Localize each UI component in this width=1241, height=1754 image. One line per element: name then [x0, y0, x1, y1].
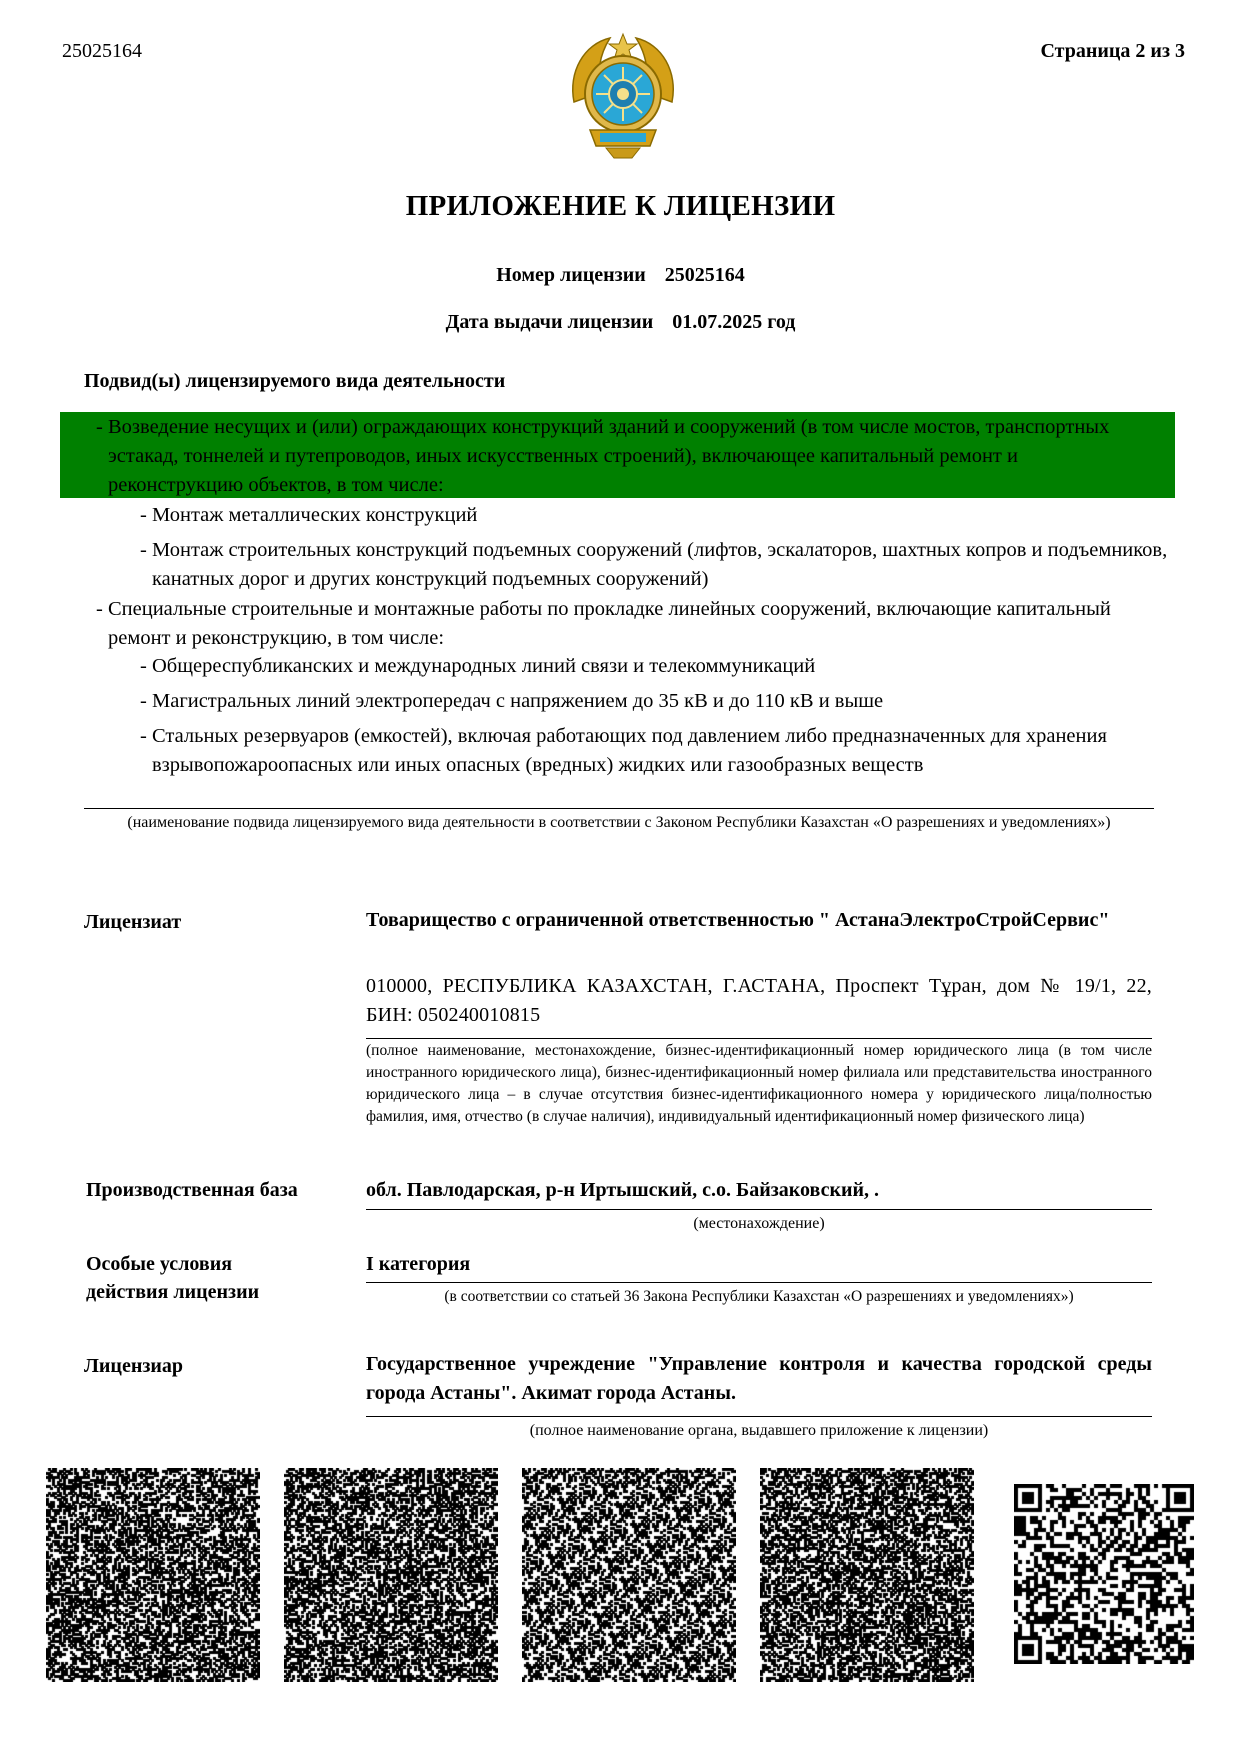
special-conditions-label-2: действия лицензии — [86, 1281, 260, 1303]
licensor-rule — [366, 1416, 1152, 1417]
licensee-name: Товарищество с ограниченной ответственностью " АстанаЭлектроСтройСервис" — [366, 909, 1110, 931]
production-base-rule — [366, 1209, 1152, 1210]
license-number-line — [0, 264, 1241, 287]
subtype-item: - Магистральных линий электропередач с напряжением до 35 кВ и до 110 кВ и выше — [140, 690, 884, 712]
qr-code-3 — [522, 1468, 736, 1682]
license-date-value: 01.07.2025 год — [672, 311, 796, 333]
subtype-item: - Общереспубликанских и международных линий связи и телекоммуникаций — [140, 655, 816, 677]
special-conditions-rule — [366, 1282, 1152, 1283]
subtype-item-text: Возведение несущих и (или) ограждающих конструкций зданий и сооружений (в том числе мостов, транспортных эстакад, тоннелей и путепроводов, иных искусственных строений), включающее капитальный ремонт и реконструкцию объектов, в том числе: — [108, 416, 1110, 496]
subtype-item: - Специальные строительные и монтажные работы по прокладке линейных сооружений, включающие капитальный ремонт и реконструкцию, в том числе: — [96, 598, 1111, 649]
subtype-item: - Возведение несущих и (или) ограждающих конструкций зданий и сооружений (в том числе мостов, транспортных эстакад, тоннелей и путепроводов, иных искусственных строений), включающее капитальный ремонт и реконструкцию объектов, в том числе: — [96, 416, 1110, 496]
licensee-note: (полное наименование, местонахождение, бизнес-идентификационный номер юридического лица (в том числе иностранного юридического лица), бизнес-идентификационный номер филиала или представительства иностранного юридического лица – в случае отсутствия бизнес-идентификационного номера у юридического лица/полностью фамилия, имя, отчество (в случае наличия), индивидуальный идентификационный номер физического лица) — [366, 1042, 1152, 1125]
licensee-rule — [366, 1038, 1152, 1039]
subtype-item-text: Монтаж металлических конструкций — [152, 504, 478, 526]
licensor-value: Государственное учреждение "Управление контроля и качества городской среды города Астаны". Акимат города Астаны. — [366, 1353, 1152, 1404]
license-date-line — [0, 311, 1241, 334]
license-number-label: Номер лицензии — [496, 264, 646, 286]
state-emblem-icon — [566, 32, 680, 160]
qr-code-1 — [46, 1468, 260, 1682]
special-conditions-label-1: Особые условия — [86, 1253, 233, 1275]
subtype-item-text: Монтаж строительных конструкций подъемных сооружений (лифтов, эскалаторов, шахтных копров и подъемников, канатных дорог и других конструкций подъемных сооружений) — [152, 539, 1168, 590]
license-number-value: 25025164 — [664, 264, 745, 286]
subtype-item-text: Общереспубликанских и международных линий связи и телекоммуникаций — [152, 655, 816, 677]
subtype-item-text: Магистральных линий электропередач с напряжением до 35 кВ и до 110 кВ и выше — [152, 690, 884, 712]
subtype-item: - Монтаж металлических конструкций — [140, 504, 478, 526]
qr-code-2 — [284, 1468, 498, 1682]
subtypes-caption: (наименование подвида лицензируемого вида деятельности в соответствии с Законом Республики Казахстан «О разрешениях и уведомлениях») — [127, 814, 1111, 831]
qr-code-5 — [1014, 1484, 1194, 1664]
license-date-label: Дата выдачи лицензии — [445, 311, 654, 333]
page-indicator: Страница 2 из 3 — [1040, 40, 1185, 62]
subtype-item: - Монтаж строительных конструкций подъемных сооружений (лифтов, эскалаторов, шахтных копров и подъемников, канатных дорог и других конструкций подъемных сооружений) — [140, 539, 1168, 590]
licensor-note: (полное наименование органа, выдавшего приложение к лицензии) — [529, 1422, 989, 1439]
production-base-value: обл. Павлодарская, р-н Иртышский, с.о. Байзаковский, . — [366, 1179, 880, 1201]
subtype-item: - Стальных резервуаров (емкостей), включая работающих под давлением либо предназначенных для хранения взрывопожароопасных или иных опасных (вредных) жидких или газообразных веществ — [140, 725, 1107, 776]
production-base-note: (местонахождение) — [693, 1215, 825, 1232]
special-conditions-value: I категория — [366, 1253, 471, 1275]
subtype-item-text: Стальных резервуаров (емкостей), включая работающих под давлением либо предназначенных для хранения взрывопожароопасных или иных опасных (вредных) жидких или газообразных веществ — [152, 725, 1107, 776]
subtypes-heading: Подвид(ы) лицензируемого вида деятельности — [84, 370, 506, 392]
licensor-label: Лицензиар — [84, 1355, 184, 1377]
document-number: 25025164 — [62, 40, 142, 62]
document-title: ПРИЛОЖЕНИЕ К ЛИЦЕНЗИИ — [405, 190, 836, 222]
licensee-label: Лицензиат — [84, 911, 182, 933]
special-conditions-note: (в соответствии со статьей 36 Закона Республики Казахстан «О разрешениях и уведомлениях») — [444, 1288, 1074, 1305]
qr-code-4 — [760, 1468, 974, 1682]
licensee-address: 010000, РЕСПУБЛИКА КАЗАХСТАН, Г.АСТАНА, Проспект Тұран, дом № 19/1, 22, БИН: 050240010815 — [366, 975, 1152, 1026]
subtypes-rule — [84, 808, 1154, 809]
production-base-label: Производственная база — [86, 1179, 298, 1201]
subtype-item-text: Специальные строительные и монтажные работы по прокладке линейных сооружений, включающие капитальный ремонт и реконструкцию, в том числе: — [108, 598, 1111, 649]
